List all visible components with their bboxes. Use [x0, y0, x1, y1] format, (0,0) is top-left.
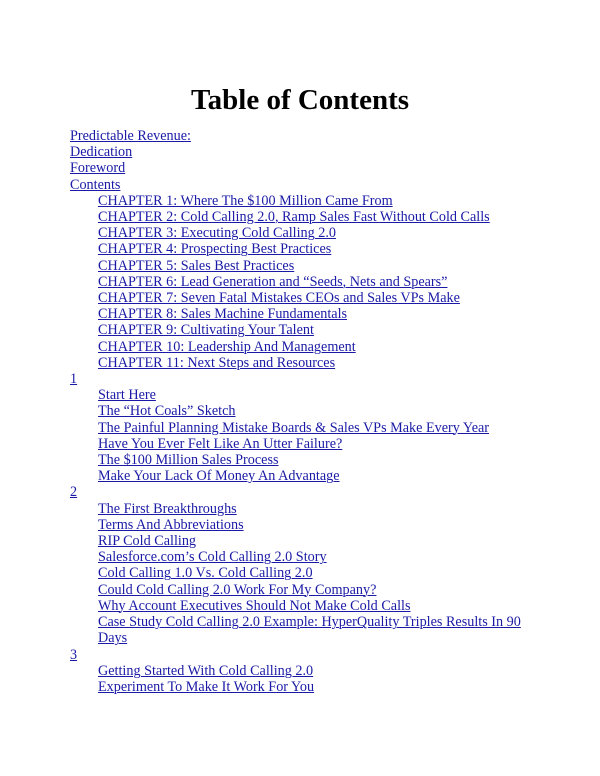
toc-subentry	[70, 565, 540, 581]
toc-entry	[70, 647, 540, 663]
toc-link[interactable]: The “Hot Coals” Sketch	[98, 403, 236, 420]
toc-link[interactable]: CHAPTER 3: Executing Cold Calling 2.0	[98, 225, 337, 242]
toc-link[interactable]: CHAPTER 7: Seven Fatal Mistakes CEOs and Sales VPs Make	[98, 290, 460, 307]
toc-subentry	[70, 468, 540, 484]
toc-subentry	[70, 598, 540, 614]
toc-subentry	[70, 322, 540, 338]
toc-link[interactable]: Predictable Revenue:	[70, 128, 191, 144]
toc-link[interactable]: CHAPTER 9: Cultivating Your Talent	[98, 322, 314, 339]
toc-link[interactable]: CHAPTER 4: Prospecting Best Practices	[98, 241, 332, 258]
toc-subentry	[70, 549, 540, 565]
toc-link[interactable]: Getting Started With Cold Calling 2.0	[98, 662, 314, 679]
toc-subentry	[70, 533, 540, 549]
toc-subentry	[70, 403, 540, 419]
toc-link[interactable]: CHAPTER 11: Next Steps and Resources	[98, 354, 336, 371]
toc-subentry	[70, 241, 540, 257]
toc-link[interactable]: CHAPTER 10: Leadership And Management	[98, 338, 356, 355]
toc-entry	[70, 484, 540, 500]
toc-subentry	[70, 517, 540, 533]
toc-subentry	[70, 258, 540, 274]
toc-link[interactable]: The $100 Million Sales Process	[98, 452, 279, 469]
toc-subentry	[70, 420, 540, 436]
toc-entry	[70, 371, 540, 387]
toc-subentry	[70, 193, 540, 209]
toc-subentry	[70, 501, 540, 517]
toc-link[interactable]: Start Here	[98, 387, 156, 404]
toc-link[interactable]: Salesforce.com’s Cold Calling 2.0 Story	[98, 549, 327, 566]
toc-link[interactable]: 1	[70, 371, 78, 388]
toc-entry	[70, 160, 540, 176]
page-title: Table of Contents	[190, 84, 410, 116]
toc-link[interactable]: 2	[70, 484, 78, 501]
toc-subentry	[70, 225, 540, 241]
toc-subentry	[70, 290, 540, 306]
toc-subentry	[70, 306, 540, 322]
toc-link[interactable]: RIP Cold Calling	[98, 533, 197, 550]
toc-link[interactable]: Foreword	[70, 160, 126, 177]
toc-subentry	[70, 339, 540, 355]
toc-subentry	[70, 614, 540, 646]
toc-link[interactable]: Dedication	[70, 144, 133, 161]
toc-link[interactable]: Cold Calling 1.0 Vs. Cold Calling 2.0	[98, 565, 313, 582]
toc-link[interactable]: CHAPTER 5: Sales Best Practices	[98, 257, 295, 274]
toc-link[interactable]: Make Your Lack Of Money An Advantage	[98, 468, 340, 485]
toc-link[interactable]: Experiment To Make It Work For You	[98, 678, 315, 695]
toc-link[interactable]: CHAPTER 6: Lead Generation and “Seeds, Nets and Spears”	[98, 273, 448, 290]
toc-link[interactable]: Why Account Executives Should Not Make Cold Calls	[98, 597, 411, 614]
toc-link[interactable]: The First Breakthroughs	[98, 500, 237, 517]
toc-subentry	[70, 274, 540, 290]
toc-link[interactable]: Have You Ever Felt Like An Utter Failure?	[98, 435, 343, 452]
toc-subentry	[70, 679, 540, 695]
toc-entry	[70, 177, 540, 193]
toc-subentry	[70, 355, 540, 371]
toc-subentry	[70, 582, 540, 598]
toc-link[interactable]: Case Study Cold Calling 2.0 Example: HyperQuality Triples Results In 90 Days	[98, 614, 521, 647]
toc-subentry	[70, 387, 540, 403]
toc-link[interactable]: The Painful Planning Mistake Boards & Sales VPs Make Every Year	[98, 419, 490, 436]
toc-link[interactable]: Terms And Abbreviations	[98, 516, 244, 533]
toc-link[interactable]: Could Cold Calling 2.0 Work For My Company?	[98, 581, 377, 598]
toc-subentry	[70, 209, 540, 225]
toc-subentry	[70, 436, 540, 452]
toc-link[interactable]: 3	[70, 646, 78, 663]
toc-link[interactable]: CHAPTER 1: Where The $100 Million Came From	[98, 192, 393, 209]
toc-link[interactable]: Contents	[70, 176, 121, 193]
toc-link[interactable]: CHAPTER 8: Sales Machine Fundamentals	[98, 306, 348, 323]
toc-entry	[70, 128, 540, 144]
toc-entry	[70, 144, 540, 160]
toc-subentry	[70, 452, 540, 468]
table-of-contents	[70, 128, 540, 695]
toc-subentry	[70, 663, 540, 679]
toc-link[interactable]: CHAPTER 2: Cold Calling 2.0, Ramp Sales Fast Without Cold Calls	[98, 209, 490, 226]
